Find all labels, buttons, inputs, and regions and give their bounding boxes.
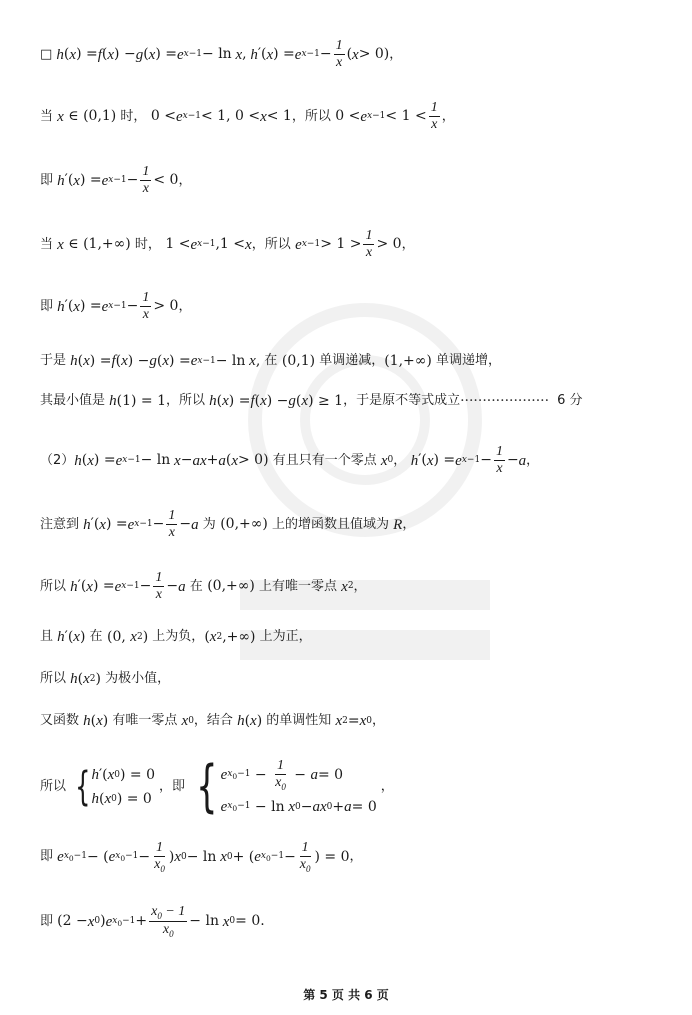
solution-line-7: 其最小值是 h (1) = 1 ，所以 h ( x ) = f ( x ) − g ( x ) ≥ 1 ，于是原不等式成立 ···················· 6 分 [40,392,583,409]
page-footer: 第 5 页 共 6 页 [303,988,389,1002]
solution-line-8: （2） h ( x ) = e x−1 − ln x − ax + a ( x > 0) 有且只有一个零点 x 0 ， h ′( x ) = e x−1 − $\frac{1}{x}$ − a ， [40,444,540,477]
solution-line-1: □ h ( x ) = f ( x ) − g ( x ) = e x−1 − ln x , h ′( x ) = e x−1 − $\frac{1}{x}$ ( x > 0) ， [40,38,403,71]
solution-line-3: 即 h ′( x ) = e x−1 − $\frac{1}{x}$ < 0 ， [40,164,192,197]
solution-line-10: 所以 h ′( x ) = e x−1 − $\frac{1}{x}$ − a 在 (0,+∞) 上有唯一零点 x 2 ， [40,570,367,603]
solution-line-11: 且 h ′( x ) 在 (0, x 2 ) 上为负， ( x 2 ,+∞) 上为正， [40,628,312,645]
solution-line-5: 即 h ′( x ) = e x−1 − $\frac{1}{x}$ > 0 ， [40,290,192,323]
score-label: 6 分 [557,393,583,409]
solution-line-12: 所以 h ( x 2 ) 为极小值， [40,670,171,687]
solution-line-9: 注意到 h ′( x ) = e x−1 − $\frac{1}{x}$ − a 为 (0,+∞) 上的增函数且值域为 R ， [40,508,416,541]
solution-line-14: 所以 { h ′( x 0 ) = 0 h ( x 0 ) = 0 ，即 { e $x_0-1$ − $\frac{1}{x_0}$ − a = 0 e $x_0-1$ − ln x 0 − ax 0 + a = 0 ， [40,754,394,820]
equation-system-2: { e $x_0-1$ − $\frac{1}{x_0}$ − a = 0 e $x_0-1$ − ln x 0 − ax 0 + a = 0 [196,754,377,820]
solution-line-15: 即 e $x_0-1$ − ( e $x_0-1$ − $\frac{1}{x_0}$ ) x 0 − ln x 0 + ( e $x_0-1$ − $\frac{1}{x_0}$ ) = 0 ， [40,840,363,874]
solution-line-2: 当 x ∈ (0,1) 时， 0 < e x−1 < 1, 0 < x < 1 ，所以 0 < e x−1 < 1 < $\frac{1}{x}$ ， [40,100,455,133]
solution-line-13: 又函数 h ( x ) 有唯一零点 x 0 ，结合 h ( x ) 的单调性知 x 2 = x 0 ， [40,712,385,729]
solution-line-16: 即 (2 − x 0 ) e $x_0-1$ + $\frac{x_0 - 1}{x_0}$ − ln x 0 = 0. [40,904,265,939]
solution-line-6: 于是 h ( x ) = f ( x ) − g ( x ) = e x−1 − ln x , 在 (0,1) 单调递减， (1,+∞) 单调递增， [40,352,502,369]
equation-system-1: { h ′( x 0 ) = 0 h ( x 0 ) = 0 [75,764,156,811]
solution-line-4: 当 x ∈ (1,+∞) 时， 1 < e x−1 ,1 < x ，所以 e x−1 > 1 > $\frac{1}{x}$ > 0 ， [40,228,415,261]
